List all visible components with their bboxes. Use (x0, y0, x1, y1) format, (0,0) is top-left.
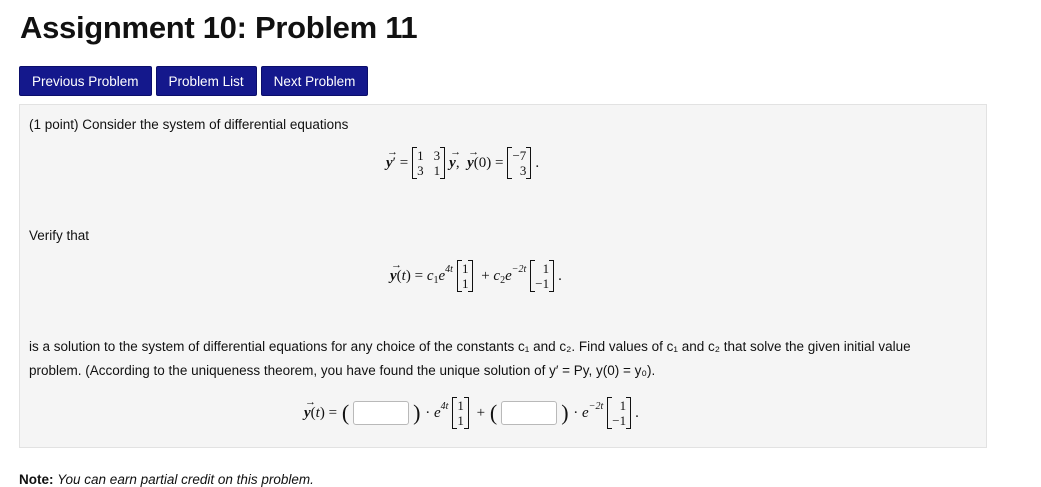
problem-intro: (1 point) Consider the system of differential equations (29, 117, 349, 132)
y-vector: → y (467, 155, 474, 172)
note-label: Note: (19, 472, 54, 487)
matrix-cell: 3 (417, 163, 424, 178)
vector-cell: 1 (457, 398, 464, 413)
initial-condition-vector (507, 147, 531, 179)
eigenvector-1 (452, 397, 469, 429)
problem-list-button[interactable]: Problem List (156, 66, 257, 96)
vector-cell: 1 (542, 261, 550, 276)
y-vector: → y (386, 155, 393, 172)
exponent: −2t (588, 400, 604, 412)
vector-cell: −7 (512, 148, 527, 163)
matrix-cell: 1 (417, 148, 424, 163)
matrix-cell: 3 (433, 148, 441, 163)
vector-cell: −1 (612, 413, 627, 428)
eigenvector-2 (530, 260, 554, 292)
exponent: −2t (511, 263, 527, 275)
note-text: You can earn partial credit on this problem. (57, 472, 314, 487)
vector-cell: 3 (519, 163, 527, 178)
problem-navigation (19, 66, 368, 96)
matrix-cell: 1 (433, 163, 441, 178)
next-problem-button[interactable]: Next Problem (261, 66, 369, 96)
problem-paragraph-1: is a solution to the system of differential equations for any choice of the constants c₁ and c₂. Find values of c₁ and c₂ that solve the given initial value (29, 339, 911, 354)
vector-cell: 1 (619, 398, 627, 413)
page-title: Assignment 10: Problem 11 (20, 10, 418, 45)
vector-cell: 1 (457, 413, 464, 428)
general-solution: → y (t) = c 1 e 4t 1 1 + c 2 e −2t 1 −1 . (390, 260, 562, 292)
y-vector: → y (390, 268, 397, 285)
vector-cell: 1 (461, 276, 469, 291)
exponent: 4t (445, 263, 453, 275)
previous-problem-button[interactable]: Previous Problem (19, 66, 152, 96)
coefficient-matrix (412, 147, 445, 179)
eigenvector-1 (457, 260, 474, 292)
system-equation: → y ′ = 1 3 3 1 → y , → y (0) = −7 3 . (386, 147, 539, 179)
answer-c1-input[interactable] (353, 401, 409, 425)
vector-cell: −1 (535, 276, 550, 291)
eigenvector-2 (607, 397, 631, 429)
answer-c2-input[interactable] (501, 401, 557, 425)
y-vector: → y (304, 405, 311, 422)
vector-cell: 1 (461, 261, 469, 276)
verify-label: Verify that (29, 228, 90, 243)
y-vector: → y (449, 155, 456, 172)
problem-paragraph-2: problem. (According to the uniqueness theorem, you have found the unique solution of y′ = Py, y(0) = y₀). (29, 363, 656, 378)
problem-panel (19, 104, 987, 448)
exponent: 4t (440, 400, 449, 412)
answer-equation: → y (t) = ( ) · e 4t 1 1 + ( ) · e −2t 1 −1 . (304, 397, 639, 429)
